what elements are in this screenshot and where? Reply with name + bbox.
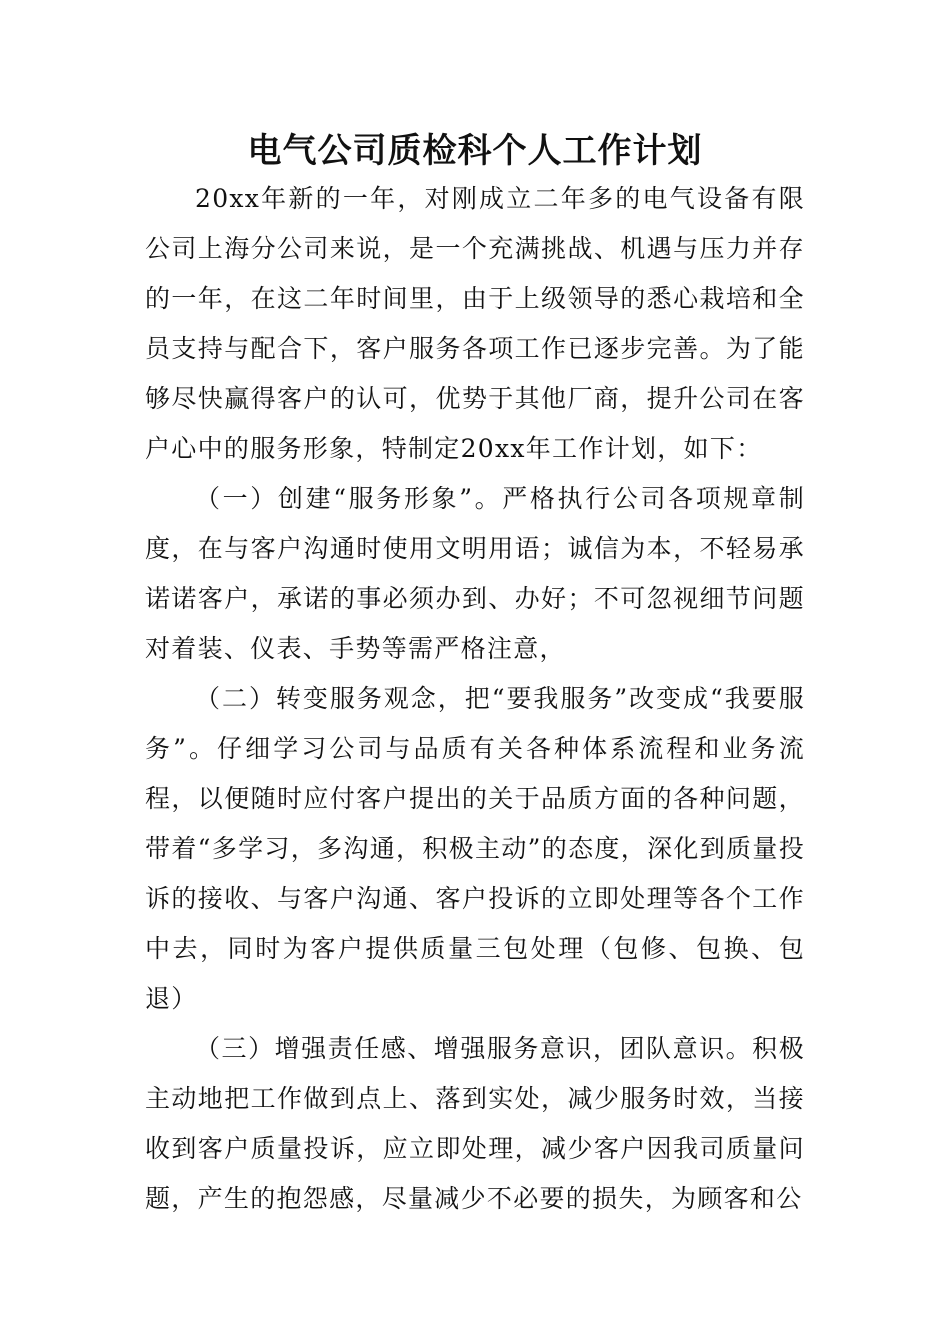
paragraph-intro: 20xx年新的一年，对刚成立二年多的电气设备有限公司上海分公司来说，是一个充满挑战、机遇与压力并存的一年，在这二年时间里，由于上级领导的悉心栽培和全员支持与配合下，客户服务各项工作已逐步完善。为了能够尽快赢得客户的认可，优势于其他厂商，提升公司在客户心中的服务形象，特制定20xx年工作计划，如下： (145, 184, 805, 463)
document-body (145, 174, 805, 1224)
paragraph-service-concept: （二）转变服务观念，把“要我服务”改变成“我要服务”。仔细学习公司与品质有关各种体系流程和业务流程，以便随时应付客户提出的关于品质方面的各种问题，带着“多学习，多沟通，积极主动”的态度，深化到质量投诉的接收、与客户沟通、客户投诉的立即处理等各个工作中去，同时为客户提供质量三包处理（包修、包换、包退） (145, 684, 805, 1013)
paragraph-service-image: （一）创建“服务形象”。严格执行公司各项规章制度，在与客户沟通时使用文明用语；诚信为本，不轻易承诺诺客户，承诺的事必须办到、办好；不可忽视细节问题对着装、仪表、手势等需严格注意， (145, 484, 805, 663)
document-title: 电气公司质检科个人工作计划 (247, 131, 703, 171)
paragraph-responsibility: （三）增强责任感、增强服务意识，团队意识。积极主动地把工作做到点上、落到实处，减少服务时效，当接收到客户质量投诉，应立即处理，减少客户因我司质量问题，产生的抱怨感，尽量减少不必要的损失，为顾客和公 (145, 1034, 805, 1213)
